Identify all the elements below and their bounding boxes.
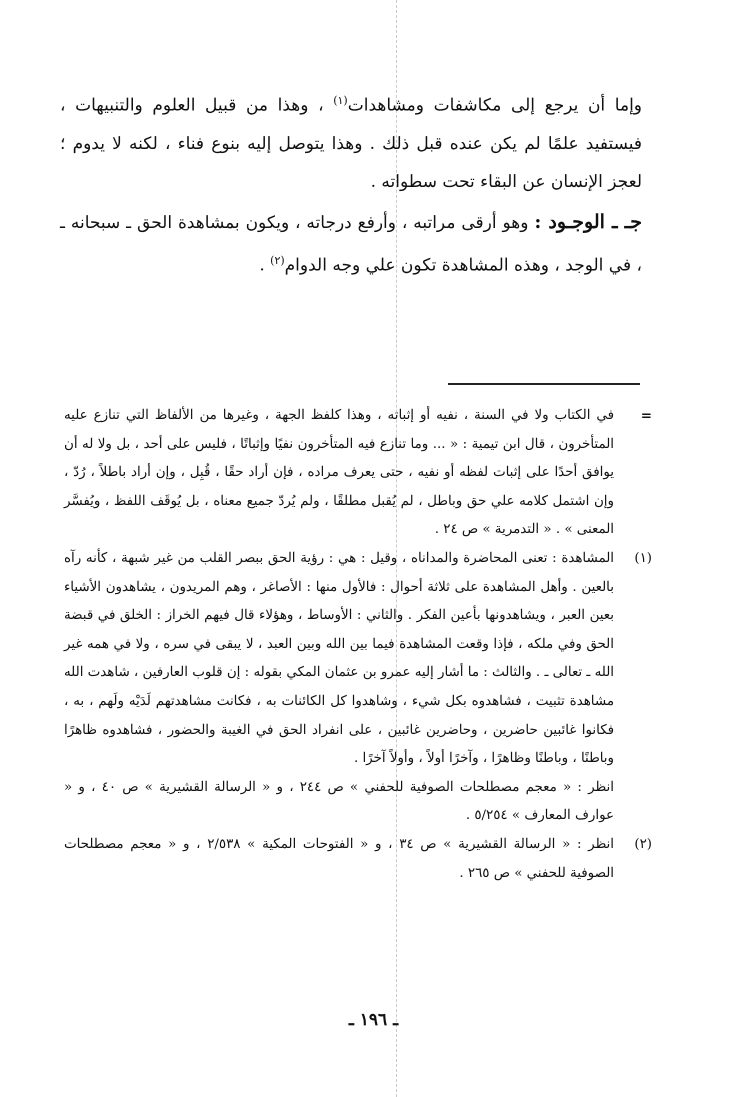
continuation-mark: = bbox=[640, 408, 652, 424]
footnote-ref-1: (١) bbox=[333, 94, 348, 107]
paragraph-existence bbox=[60, 203, 642, 285]
paragraph-visions-start: وإما أن يرجع إلى مكاشفات ومشاهدات bbox=[347, 95, 643, 116]
paragraph-existence-end: . bbox=[259, 255, 265, 276]
page-number: ـ ١٩٦ ـ bbox=[348, 1010, 399, 1030]
footnote-1-citation: انظر : « معجم مصطلحات الصوفية للحفني » ص ٢٤٤ ، و « الرسالة القشيرية » ص ٤٠ ، و « عوارف المعارف » ٥/٢٥٤ . bbox=[64, 779, 614, 824]
footnote-2-text: انظر : « الرسالة القشيرية » ص ٣٤ ، و « الفتوحات المكية » ٢/٥٣٨ ، و « معجم مصطلحات الصوفية للحفني » ص ٢٦٥ . bbox=[64, 836, 614, 881]
footnote-separator bbox=[448, 383, 640, 385]
footnote-1-mark: (١) bbox=[634, 550, 652, 566]
footnote-2 bbox=[64, 831, 652, 888]
footnote-2-mark: (٢) bbox=[634, 836, 652, 852]
paragraph-existence-text: وهو أرقى مراتبه ، وأرفع درجاته ، ويكون بمشاهدة الحق ـ سبحانه ـ ، في الوجد ، وهذه المشاهدة تكون علي وجه الدوام bbox=[60, 212, 642, 276]
main-text bbox=[60, 82, 642, 284]
footnote-ref-2: (٢) bbox=[270, 253, 285, 267]
footnote-continuation-text: في الكتاب ولا في السنة ، نفيه أو إثباته ، وهذا كلفظ الجهة ، وغيرها من الألفاظ التي تنازع عليه المتأخرون ، قال ابن تيمية : « ... وما تنازع فيه المتأخرون نفيًا وإثباتًا ، فليس على أحد ، بل ولا له أن يوافق أحدًا على إثبات لفظه أو نفيه ، حتى يعرف مراده ، فإن أراد حقًا ، قُبِل ، وإن أراد باطلاً ، رُدّ ، وإن اشتمل كلامه علي حق وباطل ، لم يُقبل مطلقًا ، ولم يُردّ جميع معناه ، بل يُوقَف اللفظ ، ويُفسَّر المعنى » . « التدمرية » ص ٢٤ . bbox=[64, 408, 614, 538]
footnote-1 bbox=[64, 545, 652, 774]
section-heading-existence: جـ ـ الوجـود : bbox=[534, 210, 642, 233]
footnote-continuation bbox=[64, 402, 652, 545]
paragraph-visions bbox=[60, 82, 642, 201]
footnotes bbox=[64, 402, 652, 888]
paragraph-visions-rest: ، وهذا من قبيل العلوم والتنبيهات ، فيستفيد علمًا لم يكن عنده قبل ذلك . وهذا يتوصل إليه بنوع فناء ، لكنه لا يدوم ؛ لعجز الإنسان عن البقاء تحت سطواته . bbox=[60, 95, 642, 192]
footnote-1-text: المشاهدة : تعنى المحاضرة والمداناه ، وقيل : هي : رؤية الحق ببصر القلب من غير شبهة ، كأنه رآه بالعين . وأهل المشاهدة على ثلاثة أحوال : فالأول منها : الأصاغر ، وهم المريدون ، يشاهدون الأشياء بعين العبر ، ويشاهدونها بأعين الفكر . والثاني : الأوساط ، وهؤلاء قال فيهم الخراز : الخلق في قبضة الحق وفي ملكه ، فإذا وقعت المشاهدة فيما بين الله وبين العبد ، لا يبقى في سره ، ولا في همه غير الله ـ تعالى ـ . والثالث : ما أشار إليه عمرو بن عثمان المكي بقوله : إن قلوب العارفين ، شاهدت الله مشاهدة تثبيت ، فشاهدوه بكل شيء ، وشاهدوا كل الكائنات به ، فكانت مشاهدتهم لَدَيْه ولَهم ، به ، فكانوا غائبين حاضرين ، وحاضرين غائبين ، على انفراد الحق في الغيبة والحضور ، فشاهدوه ظاهرًا وباطنًا ، وباطنًا وظاهرًا ، وآخرًا أولاً ، وأولاً آخرًا . bbox=[64, 550, 615, 767]
